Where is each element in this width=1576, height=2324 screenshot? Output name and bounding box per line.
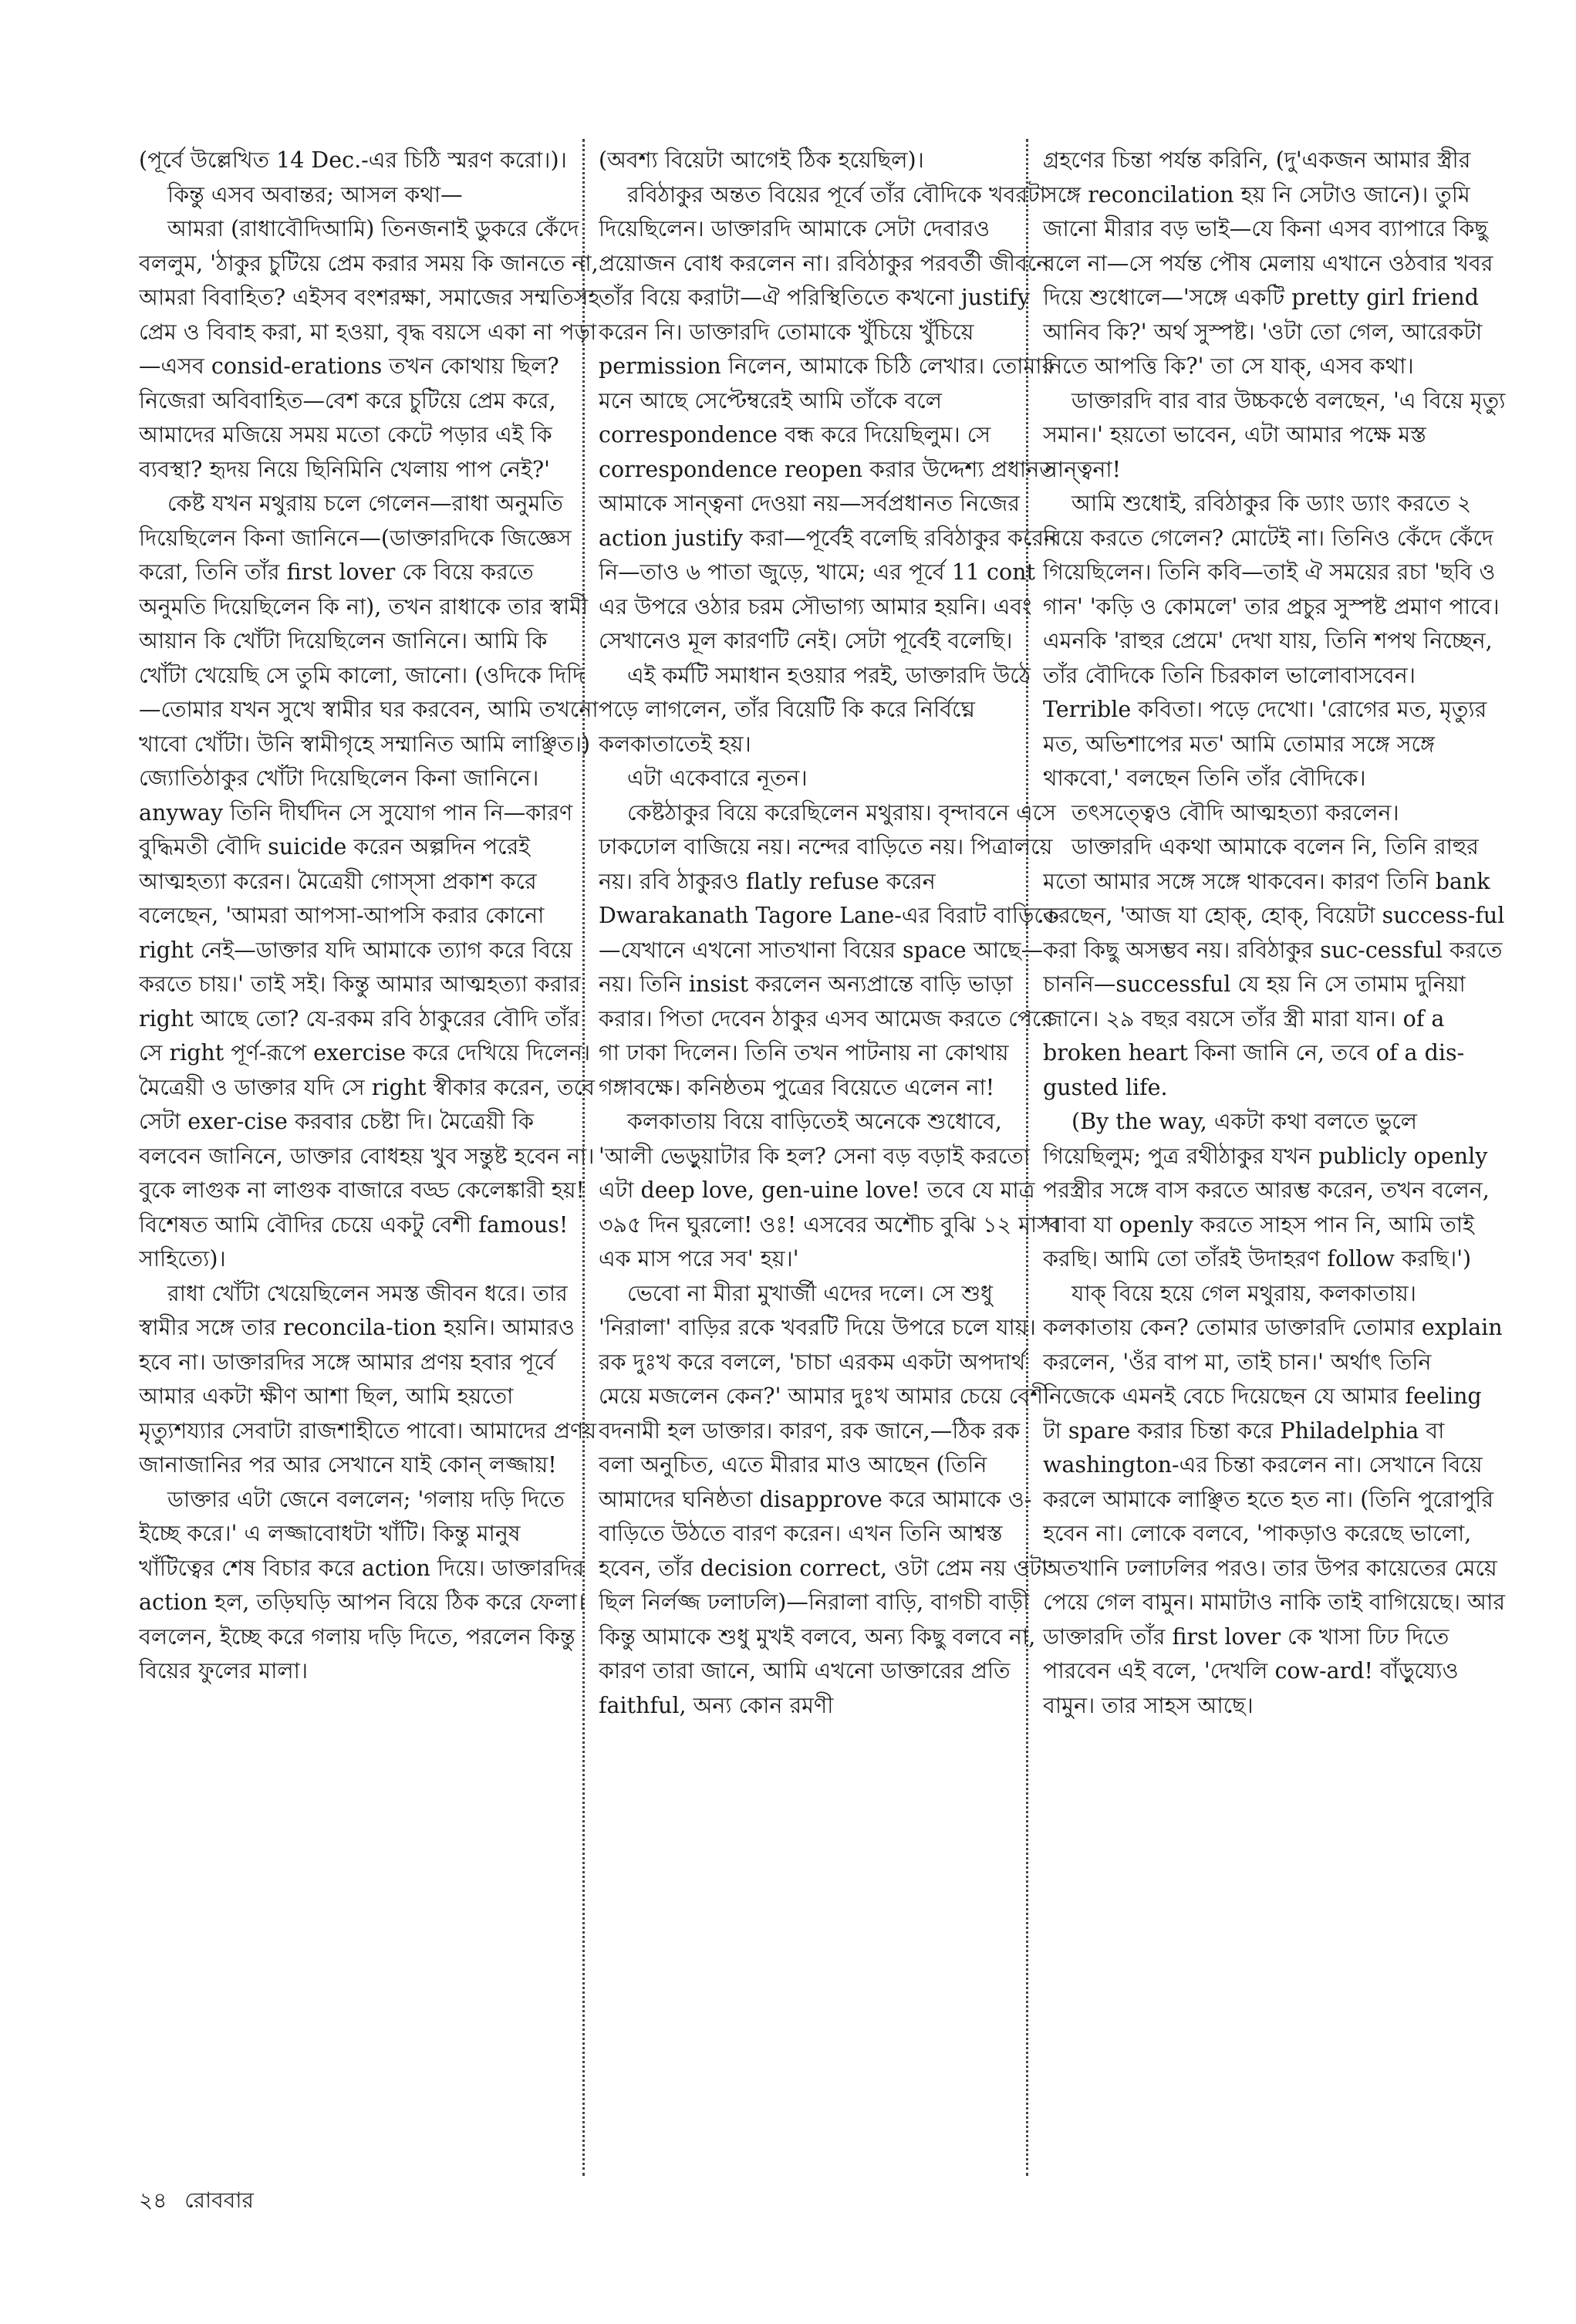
paragraph: এটা একেবারে নূতন। [627,765,808,791]
paragraph: ডাক্তার এটা জেনে বললেন; 'গলায় দড়ি দিতে ইচ্ছে করে।' এ লজ্জাবোধটা খাঁটি। কিন্তু মানুষ খাঁটিত্বের শেষ বিচার করে action দিয়ে। ডাক্তারদির action হল, তড়িঘড়ি আপন বিয়ে ঠিক করে ফেলা। বললেন, ইচ্ছে করে গলায় দড়ি দিতে, পরলেন কিন্তু বিয়ের ফুলের মালা। [139,1486,586,1684]
text-column-3 [1043,144,1506,2165]
paragraph: রবিঠাকুর অন্তত বিয়ের পূর্বে তাঁর বৌদিকে খবরটা দিয়েছিলেন। ডাক্তারদি আমাকে সেটা দেবারও প্রয়োজন বোধ করলেন না। রবিঠাকুর পরবর্তী জীবনে তাঁর বিয়ে করাটা—ঐ পরিস্থিতিতে কখনো justify করেন নি। ডাক্তারদি তোমাকে খুঁচিয়ে খুঁচিয়ে permission নিলেন, আমাকে চিঠি লেখার। তোমার মনে আছে সেপ্টেম্বরেই আমি তাঁকে বলে correspondence বন্ধ করে দিয়েছিলুম। সে correspondence reopen করার উদ্দেশ্য প্রধানত আমাকে সান্ত্বনা দেওয়া নয়—সর্বপ্রধানত নিজের action justify করা—পূর্বেই বলেছি রবিঠাকুর করেন নি—তাও ৬ পাতা জুড়ে, খামে; এর পূর্বে 11 cont এর উপরে ওঠার চরম সৌভাগ্য আমার হয়নি। এবং সেখানেও মূল কারণটি নেই। সেটা পূর্বেই বলেছি। [599,181,1058,654]
text-column-2 [599,144,1061,2165]
page-number: ২৪ [139,2187,167,2213]
paragraph: গ্রহণের চিন্তা পর্যন্ত করিনি, (দু'একজন আমার স্ত্রীর সঙ্গে reconcilation হয় নি সেটাও জানে)। তুমি জানো মীরার বড় ভাই—যে কিনা এসব ব্যাপারে কিছু বলে না—সে পর্যন্ত পৌষ মেলায় এখানে ওঠবার খবর দিয়ে শুধোলে—'সঙ্গে একটি pretty girl friend আনিব কি?' অর্থ সুস্পষ্ট। 'ওটা তো গেল, আরেকটা নিতে আপত্তি কি?' তা সে যাক্, এসব কথা। [1043,147,1493,379]
paragraph: ডাক্তারদি বার বার উচ্চকণ্ঠে বলছেন, 'এ বিয়ে মৃত্যু সমান।' হয়তো ভাবেন, এটা আমার পক্ষে মস্ত সান্ত্বনা! [1043,387,1506,482]
paragraph: যাক্ বিয়ে হয়ে গেল মথুরায়, কলকাতায়। কলকাতায় কেন? তোমার ডাক্তারদি তোমার explain করলেন, 'ওঁর বাপ মা, তাই চান।' অর্থাৎ তিনি নিজেকে এমনই বেচে দিয়েছেন যে আমার feeling টা spare করার চিন্তা করে Philadelphia বা washington-এর চিন্তা করলেন না। সেখানে বিয়ে করলে আমাকে লাঞ্ছিত হতে হত না। (তিনি পুরোপুরি হবেন না। লোকে বলবে, 'পাকড়াও করেছে ভালো, অতখানি ঢলাঢলির পরও। তার উপর কায়েতের মেয়ে পেয়ে গেল বামুন। মামাটাও নাকি তাই বাগিয়েছে। আর ডাক্তারদি তাঁর first lover কে খাসা ঢিঢ দিতে পারবেন এই বলে, 'দেখলি cow-ard! বাঁড়ুয্যেও বামুন। তার সাহস আছে। [1043,1280,1506,1718]
paragraph: এই কর্মটি সমাধান হওয়ার পরই, ডাক্তারদি উঠে পড়ে লাগলেন, তাঁর বিয়েটি কি করে নির্বিঘ্নে কলকাতাতেই হয়। [599,662,1031,757]
column-divider-2 [1026,139,1028,2176]
paragraph: আমরা (রাধাবৌদিআমি) তিনজনাই ডুকরে কেঁদে বললুম, 'ঠাকুর চুটিয়ে প্রেম করার সময় কি জানতে না, আমরা বিবাহিত? এইসব বংশরক্ষা, সমাজের সম্মতিসহ প্রেম ও বিবাহ করা, মা হওয়া, বৃদ্ধ বয়সে একা না পড়া—এসব consid-erations তখন কোথায় ছিল? নিজেরা অবিবাহিত—বেশ করে চুটিয়ে প্রেম করে, আমাদের মজিয়ে সময় মতো কেটে পড়ার এই কি ব্যবস্থা? হৃদয় নিয়ে ছিনিমিনি খেলায় পাপ নেই?' [139,216,600,482]
paragraph: কলকাতায় বিয়ে বাড়িতেই অনেকে শুধোবে, 'আলী ভেড়ুয়াটার কি হল? সেনা বড় বড়াই করতো এটা deep love, gen-uine love! তবে যে মাত্র ৩৯৫ দিন ঘুরলো! ওঃ! এসবের অশৌচ বুঝি ১২ মাস। এক মাস পরে সব' হয়।' [599,1109,1060,1272]
paragraph: (অবশ্য বিয়েটা আগেই ঠিক হয়েছিল)। [599,147,924,173]
paragraph: কেষ্ট যখন মথুরায় চলে গেলেন—রাধা অনুমতি দিয়েছিলেন কিনা জানিনে—(ডাক্তারদিকে জিজ্ঞেস করো, তিনি তাঁর first lover কে বিয়ে করতে অনুমতি দিয়েছিলেন কি না), তখন রাধাকে তার স্বামী আয়ান কি খোঁটা দিয়েছিলেন জানিনে। আমি কি খোঁটা খেয়েছি সে তুমি কালো, জানো। (ওদিকে দিদি—তোমার যখন সুখে স্বামীর ঘর করবেন, আমি তখনো খাবো খোঁটা। উনি স্বামীগৃহে সম্মানিত আমি লাঞ্ছিত।) জ্যোতিঠাকুর খোঁটা দিয়েছিলেন কিনা জানিনে। anyway তিনি দীর্ঘদিন সে সুযোগ পান নি—কারণ বুদ্ধিমতী বৌদি suicide করেন অল্পদিন পরেই আত্মহত্যা করেন। মৈত্রেয়ী গোস্সা প্রকাশ করে বলেছেন, 'আমরা আপসা-আপসি করার কোনো right নেই—ডাক্তার যদি আমাকে ত্যাগ করে বিয়ে করতে চায়।' তাই সই। কিন্তু আমার আত্মহত্যা করার right আছে তো? যে-রকম রবি ঠাকুরের বৌদি তাঁর সে right পূর্ণ-রূপে exercise করে দেখিয়ে দিলেন। মৈত্রেয়ী ও ডাক্তার যদি সে right স্বীকার করেন, তবে সেটা exer-cise করবার চেষ্টা দি। মৈত্রেয়ী কি বলবেন জানিনে, ডাক্তার বোধহয় খুব সন্তুষ্ট হবেন না। বুকে লাগুক না লাগুক বাজারে বড্ড কেলেঙ্কারী হয়! বিশেষত আমি বৌদির চেয়ে একটু বেশী famous! সাহিত্যে)। [139,491,599,1272]
paragraph: কেষ্টঠাকুর বিয়ে করেছিলেন মথুরায়। বৃন্দাবনে এসে ঢাকঢোল বাজিয়ে নয়। নন্দের বাড়িতে নয়। পিত্রালয়ে নয়। রবি ঠাকুরও flatly refuse করেন Dwarakanath Tagore Lane-এর বিরাট বাড়িতে—যেখানে এখনো সাতখানা বিয়ের space আছে—নয়। তিনি insist করলেন অন্যপ্রান্তে বাড়ি ভাড়া করার। পিতা দেবেন ঠাকুর এসব আমেজ করতে পেরে গা ঢাকা দিলেন। তিনি তখন পাটনায় না কোথায় গঙ্গাবক্ষে। কনিষ্ঠতম পুত্রের বিয়েতে এলেন না! [599,799,1060,1100]
paragraph: কিন্তু এসব অবান্তর; আসল কথা— [167,181,463,208]
paragraph: ভেবো না মীরা মুখার্জী এদের দলে। সে শুধু 'নিরালা' বাড়ির রকে খবরটি দিয়ে উপরে চলে যায়। রক দুঃখ করে বললে, 'চাচা এরকম একটা অপদার্থ মেয়ে মজলেন কেন?' আমার দুঃখ আমার চেয়ে বেশী বদনামী হল ডাক্তার। কারণ, রক জানে,—ঠিক রক বলা অনুচিত, এতে মীরার মাও আছেন (তিনি আমাদের ঘনিষ্ঠতা disapprove করে আমাকে ও-বাড়িতে উঠতে বারণ করেন। এখন তিনি আশ্বস্ত হবেন, তাঁর decision correct, ওটা প্রেম নয় ওটা ছিল নির্লজ্জ ঢলাঢলি)—নিরালা বাড়ি, বাগচী বাড়ী কিন্তু আমাকে শুধু মুখই বলবে, অন্য কিছু বলবে না, কারণ তারা জানে, আমি এখনো ডাক্তারের প্রতি faithful, অন্য কোন রমণী [599,1280,1050,1718]
text-column-1 [139,144,602,2165]
page-footer [139,2184,265,2220]
paragraph: (পূর্বে উল্লেখিত 14 Dec.-এর চিঠি স্মরণ করো।)। [139,147,567,173]
paragraph: আমি শুধোই, রবিঠাকুর কি ড্যাং ড্যাং করতে ২ বিয়ে করতে গেলেন? মোটেই না। তিনিও কেঁদে কেঁদে গিয়েছিলেন। তিনি কবি—তাই ঐ সময়ের রচা 'ছবি ও গান' 'কড়ি ও কোমলে' তার প্রচুর সুস্পষ্ট প্রমাণ পাবে। এমনকি 'রাহুর প্রেমে' দেখা যায়, তিনি শপথ নিচ্ছেন, তাঁর বৌদিকে তিনি চিরকাল ভালোবাসবেন। Terrible কবিতা। পড়ে দেখো। 'রোগের মত, মৃত্যুর মত, অভিশাপের মত' আমি তোমার সঙ্গে সঙ্গে থাকবো,' বলছেন তিনি তাঁর বৌদিকে। [1043,491,1500,791]
paragraph: ডাক্তারদি একথা আমাকে বলেন নি, তিনি রাহুর মতো আমার সঙ্গে সঙ্গে থাকবেন। কারণ তিনি bank করছেন, 'আজ যা হোক্, হোক্, বিয়েটা success-ful করা কিছু অসম্ভব নয়। রবিঠাকুর suc-cessful করতে চাননি—successful যে হয় নি সে তামাম দুনিয়া জানে। ২৯ বছর বয়সে তাঁর স্ত্রী মারা যান। of a broken heart কিনা জানি নে, তবে of a dis-gusted life. [1043,834,1505,1100]
column-divider-1 [582,139,585,2176]
publication-name: রোববার [184,2187,254,2213]
paragraph: তৎসত্ত্বেও বৌদি আত্মহত্যা করলেন। [1071,799,1399,826]
paragraph: (By the way, একটা কথা বলতে ভুলে গিয়েছিলুম; পুত্র রথীঠাকুর যখন publicly openly পরস্ত্রীর সঙ্গে বাস করতে আরম্ভ করেন, তখন বলেন, 'বাবা যা openly করতে সাহস পান নি, আমি তাই করছি। আমি তো তাঁরই উদাহরণ follow করছি।') [1043,1109,1490,1272]
paragraph: রাধা খোঁটা খেয়েছিলেন সমস্ত জীবন ধরে। তার স্বামীর সঙ্গে তার reconcila-tion হয়নি। আমারও হবে না। ডাক্তারদির সঙ্গে আমার প্রণয় হবার পূর্বে আমার একটা ক্ষীণ আশা ছিল, আমি হয়তো মৃত্যুশয্যার সেবাটা রাজশাহীতে পাবো। আমাদের প্রণয় জানাজানির পর আর সেখানে যাই কোন্ লজ্জায়! [139,1280,597,1478]
